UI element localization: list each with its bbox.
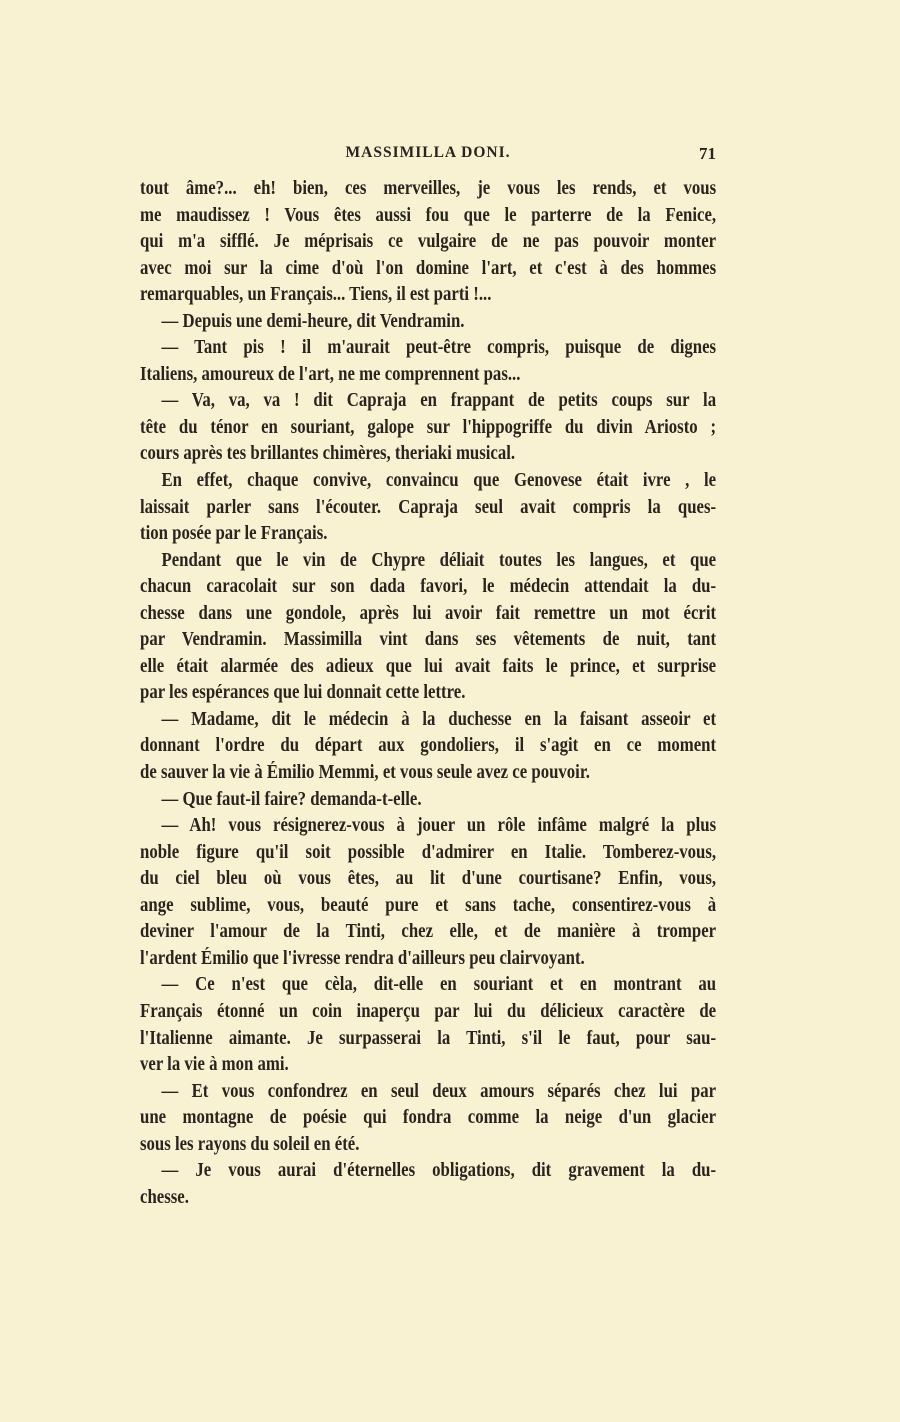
text-line: chesse. (140, 1186, 189, 1208)
text-line: elle était alarmée des adieux que lui avait faits le prince, et surprise (140, 655, 717, 677)
text-line: — Je vous aurai d'éternelles obligations, dit gravement la du- (161, 1160, 717, 1182)
text-line: tion posée par le Français. (140, 523, 328, 545)
text-line: tout âme?... eh! bien, ces merveilles, je vous les rends, et vous (140, 178, 717, 199)
text-line: l'Italienne aimante. Je surpasserai la Tinti, s'il le faut, pour sau- (140, 1027, 717, 1049)
text-line: — Ah! vous résignerez-vous à jouer un rôle infâme malgré la plus (161, 815, 717, 837)
text-line: remarquables, un Français... Tiens, il est parti !... (140, 284, 492, 306)
text-line: — Depuis une demi-heure, dit Vendramin. (161, 310, 465, 332)
page-header (140, 144, 716, 170)
text-line: — Va, va, va ! dit Capraja en frappant de petits coups sur la (161, 390, 717, 412)
text-line: par les espérances que lui donnait cette lettre. (140, 682, 466, 704)
text-line: ver la vie à mon ami. (140, 1054, 289, 1076)
text-line: qui m'a sifflé. Je méprisais ce vulgaire de ne pas pouvoir monter (140, 231, 717, 253)
text-line: — Tant pis ! il m'aurait peut-être compris, puisque de dignes (161, 337, 717, 359)
page-number: 71 (699, 144, 716, 163)
text-line: — Ce n'est que cèla, dit-elle en souriant et en montrant au (161, 974, 717, 996)
text-line: une montagne de poésie qui fondra comme la neige d'un glacier (140, 1107, 717, 1129)
text-line: ange sublime, vous, beauté pure et sans tache, consentirez-vous à (140, 894, 717, 916)
text-line: tête du ténor en souriant, galope sur l'hippogriffe du divin Ariosto ; (140, 416, 717, 438)
text-line: laissait parler sans l'écouter. Capraja seul avait compris la ques- (140, 496, 717, 518)
text-line: Pendant que le vin de Chypre déliait toutes les langues, et que (161, 549, 717, 571)
text-line: chacun caracolait sur son dada favori, le médecin attendait la du- (140, 576, 717, 598)
text-line: deviner l'amour de la Tinti, chez elle, et de manière à tromper (140, 921, 717, 943)
text-line: — Et vous confondrez en seul deux amours séparés chez lui par (161, 1080, 717, 1102)
text-line: — Madame, dit le médecin à la duchesse en la faisant asseoir et (161, 708, 717, 730)
text-line: par Vendramin. Massimilla vint dans ses vêtements de nuit, tant (140, 629, 717, 651)
text-line: avec moi sur la cime d'où l'on domine l'art, et c'est à des hommes (140, 257, 717, 279)
running-title: MASSIMILLA DONI. (345, 144, 511, 161)
text-line: chesse dans une gondole, après lui avoir fait remettre un mot écrit (140, 602, 717, 624)
text-line: sous les rayons du soleil en été. (140, 1133, 360, 1155)
text-line: — Que faut-il faire? demanda-t-elle. (161, 788, 422, 810)
body-text (140, 176, 716, 1211)
text-line: du ciel bleu où vous êtes, au lit d'une courtisane? Enfin, vous, (140, 868, 717, 890)
text-line: Italiens, amoureux de l'art, ne me comprennent pas... (140, 363, 521, 385)
text-line: me maudissez ! Vous êtes aussi fou que le parterre de la Fenice, (140, 204, 717, 226)
text-line: de sauver la vie à Émilio Memmi, et vous seule avez ce pouvoir. (140, 762, 590, 784)
text-line: En effet, chaque convive, convaincu que Genovese était ivre , le (161, 470, 717, 492)
text-line: Français étonné un coin inaperçu par lui du délicieux caractère de (140, 1000, 717, 1022)
text-line: donnant l'ordre du départ aux gondoliers, il s'agit en ce moment (140, 735, 717, 757)
text-line: cours après tes brillantes chimères, theriaki musical. (140, 443, 516, 465)
text-line: l'ardent Émilio que l'ivresse rendra d'ailleurs peu clairvoyant. (140, 947, 585, 969)
text-line: noble figure qu'il soit possible d'admirer en Italie. Tomberez-vous, (140, 841, 717, 863)
